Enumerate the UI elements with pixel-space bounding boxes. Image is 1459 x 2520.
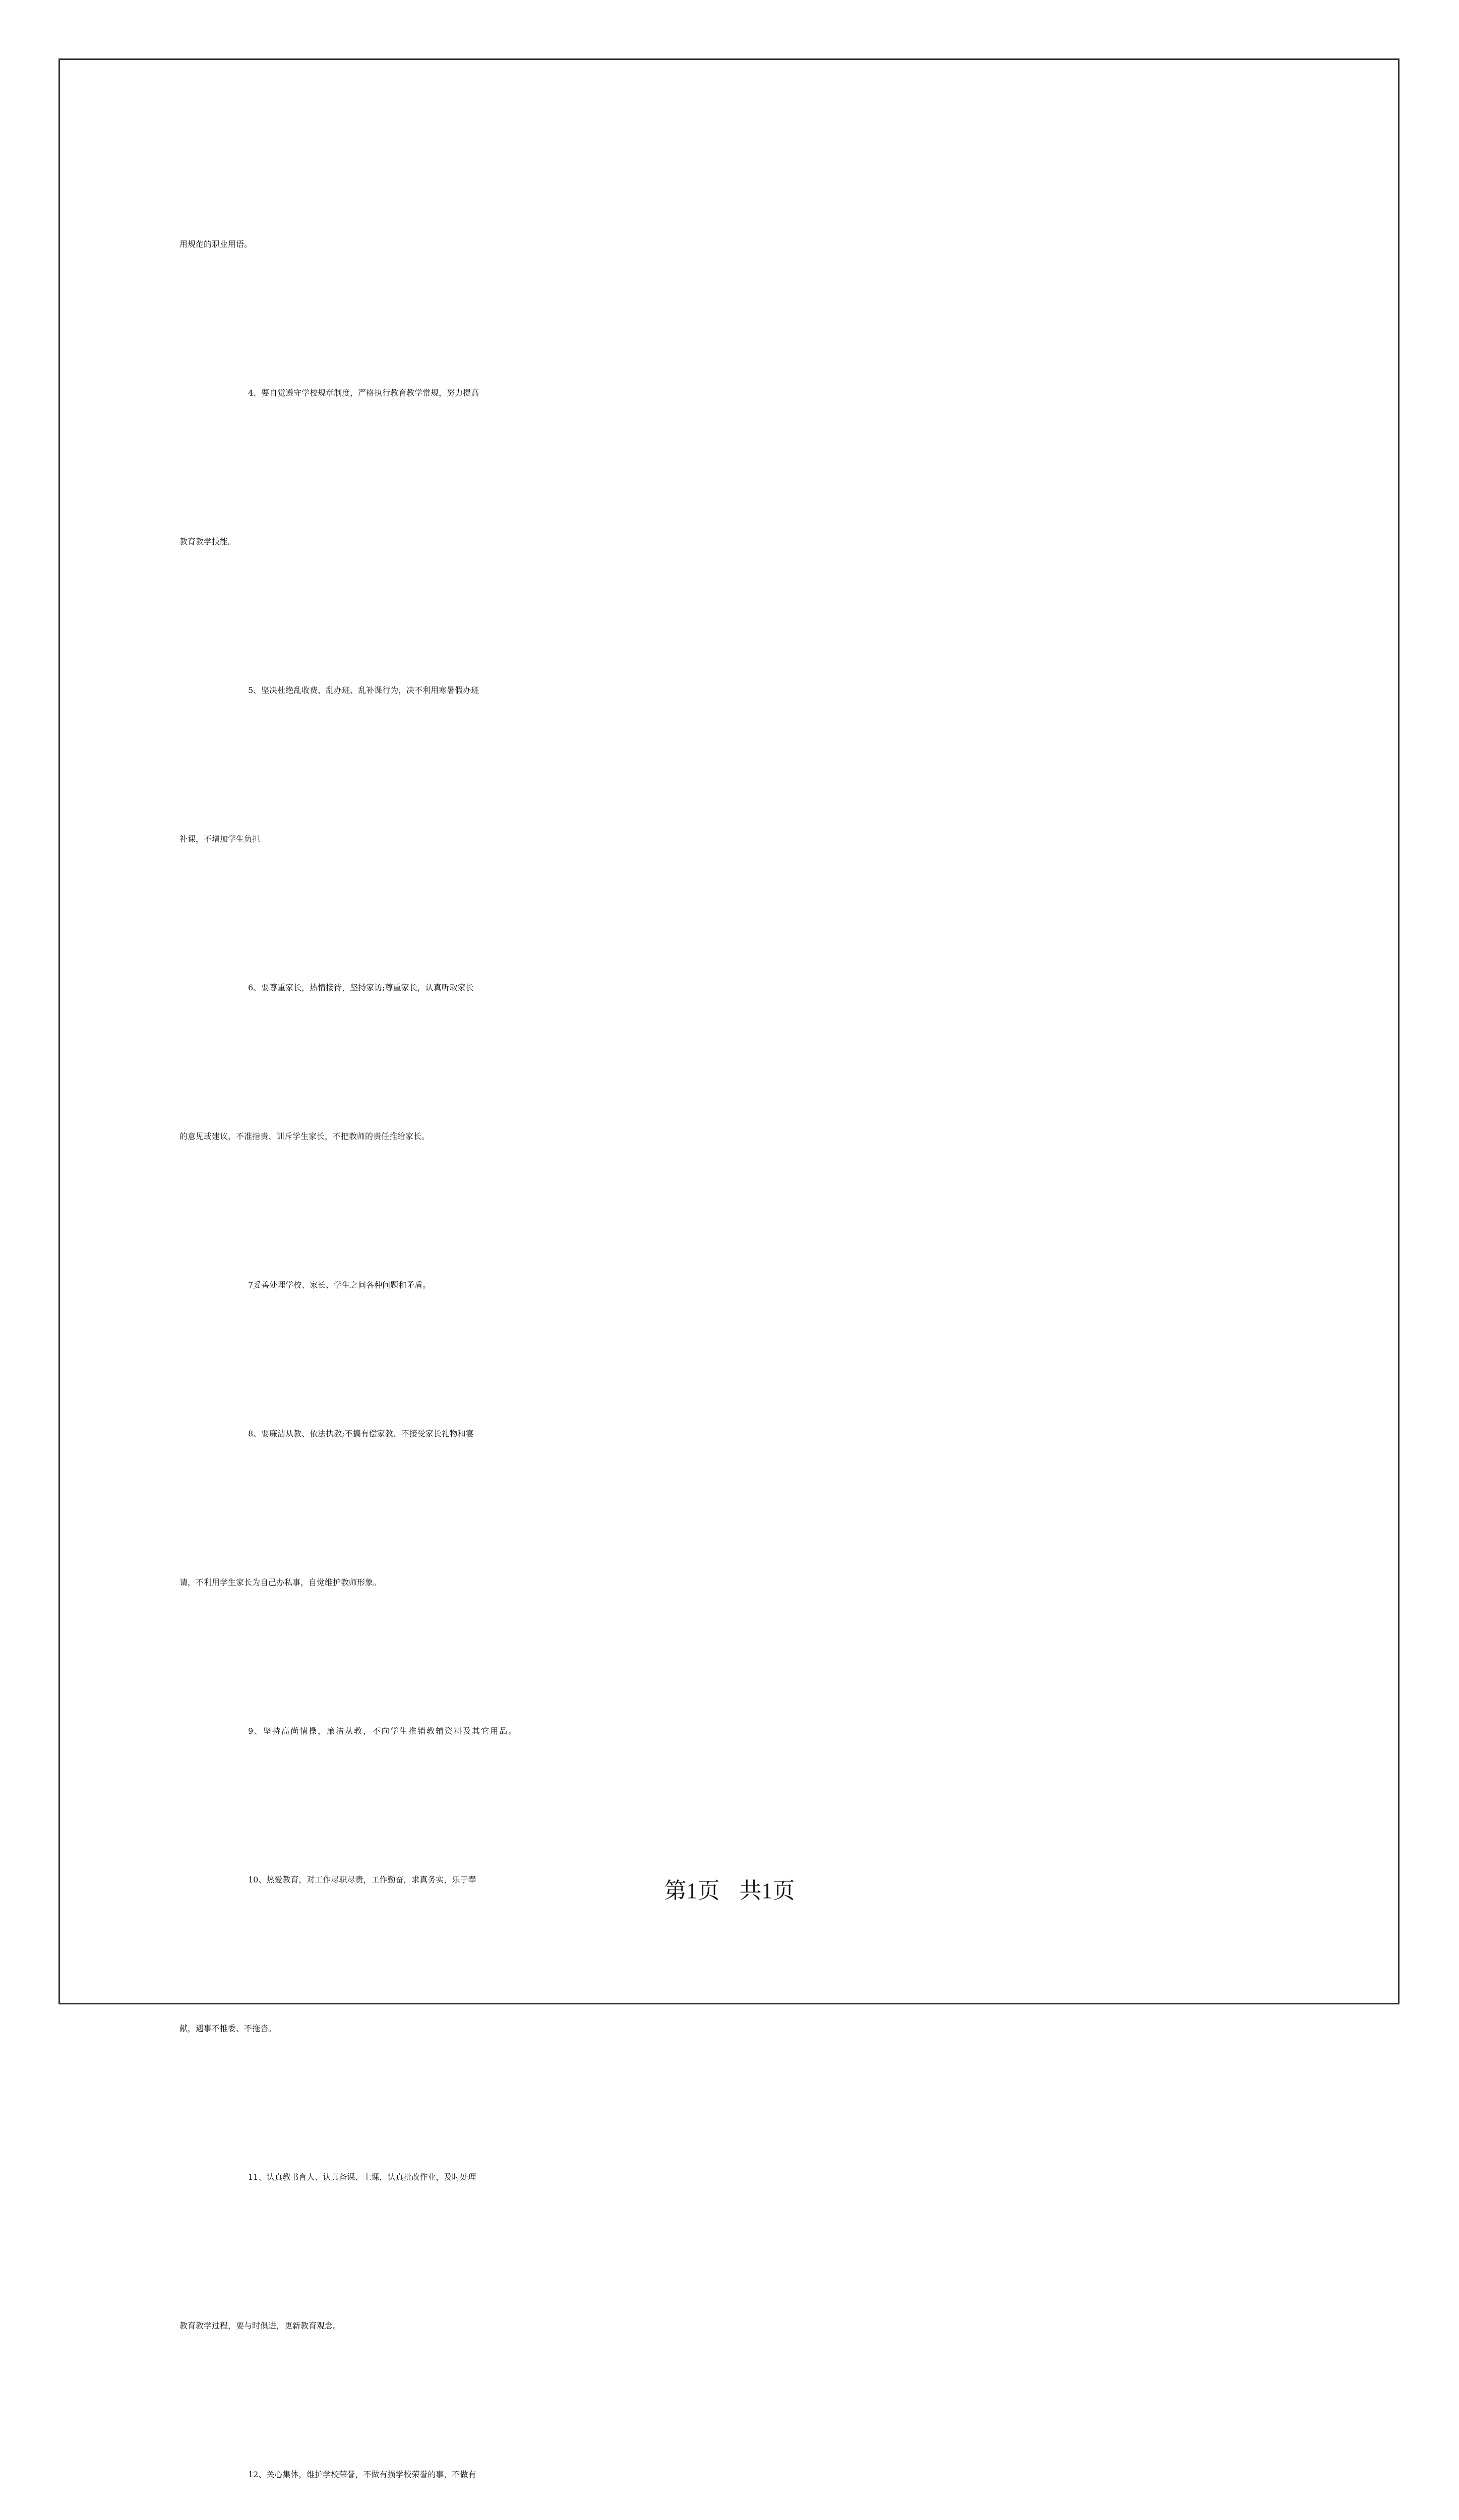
page-footer: [0, 1872, 1459, 1905]
text-line-4: 5、坚决杜绝乱收费、乱办班、乱补课行为，决不利用寒暑假办班: [248, 685, 479, 695]
text-line-12: 10、热爱教育，对工作尽职尽责，工作勤奋，求真务实，乐于奉: [248, 1875, 476, 1884]
text-line-16: 12、关心集体，维护学校荣誉，不做有损学校荣誉的事，不做有: [248, 2470, 476, 2479]
text-line-13: 献，遇事不推委、不拖沓。: [179, 2024, 277, 2033]
text-line-6: 6、要尊重家长，热情接待，坚持家访;尊重家长，认真听取家长: [248, 983, 474, 992]
text-line-3: 教育教学技能。: [179, 537, 236, 546]
text-line-2: 4、要自觉遵守学校规章制度，严格执行教育教学常规，努力提高: [248, 388, 479, 398]
text-line-8: 7妥善处理学校、家长、学生之间各种问题和矛盾。: [248, 1280, 431, 1290]
text-line-10: 请，不利用学生家长为自己办私事，自觉维护教师形象。: [179, 1578, 382, 1587]
text-line-9: 8、要廉洁从教、依法执教;不搞有偿家教、不接受家长礼物和宴: [248, 1429, 474, 1438]
text-line-1: 用规范的职业用语。: [179, 239, 253, 249]
document-body: [179, 199, 1289, 2520]
text-line-11: 9、坚持高尚情操，廉洁从教，不向学生推销教辅资料及其它用品。: [248, 1726, 518, 1736]
page-number-total: 共1页: [739, 1878, 795, 1903]
page-number-current: 第1页: [664, 1878, 720, 1903]
text-line-5: 补课，不增加学生负担: [179, 834, 261, 844]
text-line-14: 11、认真教书育人、认真备课、上课，认真批改作业，及时处理: [248, 2172, 476, 2182]
text-line-15: 教育教学过程，要与时俱进，更新教育观念。: [179, 2321, 341, 2330]
text-line-7: 的意见或建议，不准指责、训斥学生家长，不把教师的责任推给家长。: [179, 1131, 430, 1141]
